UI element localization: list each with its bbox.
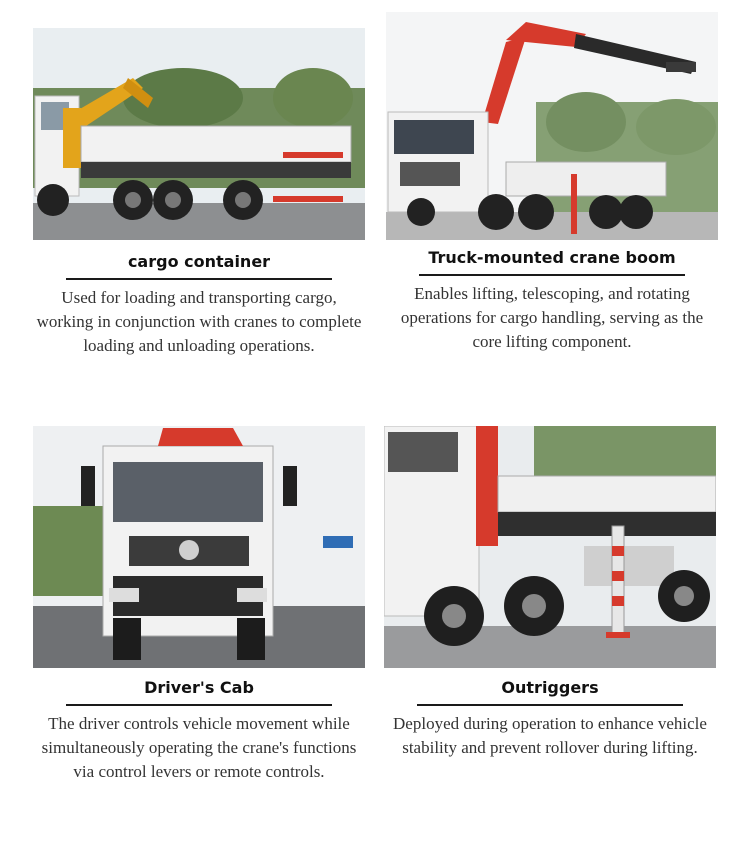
outriggers-photo — [384, 426, 716, 668]
card-description: Enables lifting, telescoping, and rotating operations for cargo handling, serving as the core lifting component. — [400, 284, 704, 351]
title-underline — [66, 704, 332, 706]
title-underline — [417, 704, 683, 706]
drivers-cab-photo — [33, 426, 365, 668]
card-cargo-container — [33, 28, 365, 358]
card-description: Deployed during operation to enhance vehicle stability and prevent rollover during lifting. — [393, 714, 707, 757]
card-drivers-cab — [33, 426, 365, 784]
title-underline — [66, 278, 332, 280]
card-title: Driver's Cab — [144, 678, 254, 697]
card-description: Used for loading and transporting cargo, working in conjunction with cranes to complete loading and unloading operations. — [36, 288, 362, 355]
title-underline — [419, 274, 685, 276]
cargo-truck-photo — [33, 28, 365, 240]
card-description: The driver controls vehicle movement while simultaneously operating the crane's functions via control levers or remote controls. — [41, 714, 357, 781]
card-outriggers — [384, 426, 716, 760]
card-crane-boom — [386, 12, 718, 354]
card-title: Outriggers — [501, 678, 599, 697]
card-title: Truck-mounted crane boom — [428, 248, 676, 267]
card-title: cargo container — [127, 252, 271, 271]
crane-boom-truck-photo — [386, 12, 718, 240]
